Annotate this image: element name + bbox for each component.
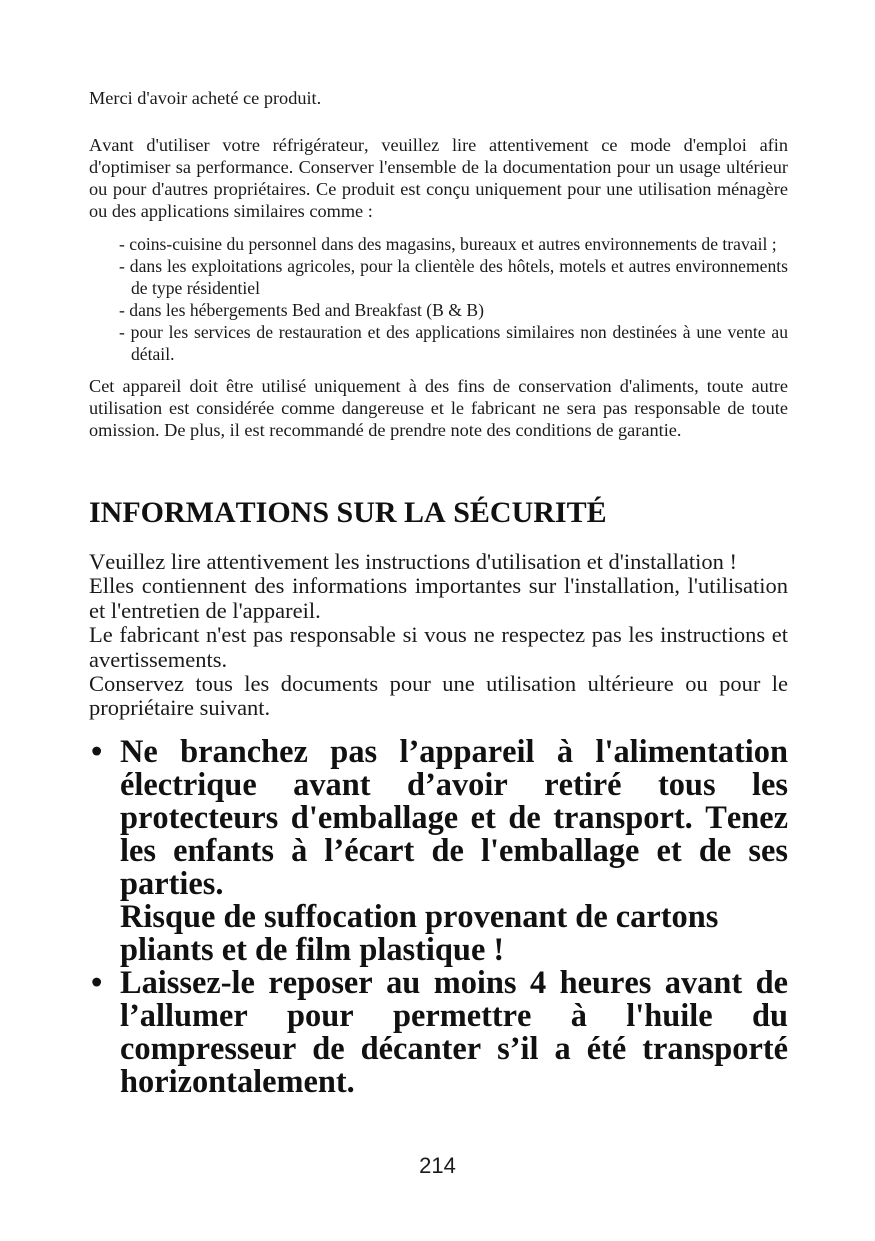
usage-paragraph: Avant d'utiliser votre réfrigérateur, veuillez lire attentivement ce mode d'emploi afin d'optimiser sa performance. Conserver l'ensemble de la documentation pour un usage ultérieur ou pour d'autres propriétaires. Ce produit est conçu uniquement pour une utilisation ménagère ou des applications similaires comme : — [89, 135, 788, 221]
usage-list — [89, 233, 788, 365]
usage-list-item — [89, 299, 788, 321]
usage-list-item-text: dans les exploitations agricoles, pour la clientèle des hôtels, motels et autres environnements de type résidentiel — [129, 256, 788, 298]
bullet-marker: • — [91, 733, 103, 770]
warning-paragraph: Cet appareil doit être utilisé uniquement à des fins de conservation d'aliments, toute autre utilisation est considérée comme dangereuse et le fabricant ne sera pas responsable de toute omission. De plus, il est recommandé de prendre note des conditions de garantie. — [89, 376, 788, 440]
dash-marker: - — [119, 256, 125, 276]
bullet-item — [89, 733, 788, 968]
page-number: 214 — [419, 1153, 456, 1178]
dash-marker: - — [119, 234, 125, 254]
intro-paragraph: Merci d'avoir acheté ce produit. — [89, 88, 322, 108]
safety-paragraph: Veuillez lire attentivement les instructions d'utilisation et d'installation ! — [89, 549, 737, 574]
bullet-main-text: Laissez-le reposer au moins 4 heures avant de l’allumer pour permettre à l'huile du compresseur de décanter s’il a été transporté horizontalement. — [120, 964, 788, 1100]
page-content — [89, 87, 788, 1099]
safety-bullet-list — [89, 733, 788, 1100]
bullet-marker: • — [91, 964, 103, 1001]
usage-list-item-text: pour les services de restauration et des applications similaires non destinées à une vente au détail. — [130, 322, 788, 364]
bullet-main-text: Ne branchez pas l’appareil à l'alimentation électrique avant d’avoir retiré tous les protecteurs d'emballage et de transport. Tenez les enfants à l’écart de l'emballage et de ses parties. — [120, 733, 788, 902]
dash-marker: - — [119, 300, 125, 320]
dash-marker: - — [119, 322, 125, 342]
usage-list-item — [89, 321, 788, 365]
usage-list-item-text: coins-cuisine du personnel dans des magasins, bureaux et autres environnements de travail ; — [129, 234, 777, 254]
bullet-note-text: Risque de suffocation provenant de cartons pliants et de film plastique ! — [120, 898, 719, 968]
security-heading: INFORMATIONS SUR LA SÉCURITÉ — [89, 496, 607, 529]
safety-paragraph: Le fabricant n'est pas responsable si vous ne respectez pas les instructions et avertissements. — [89, 622, 788, 672]
usage-list-item — [89, 233, 788, 255]
usage-list-item — [89, 255, 788, 299]
safety-paragraph: Elles contiennent des informations importantes sur l'installation, l'utilisation et l'entretien de l'appareil. — [89, 573, 788, 623]
bullet-item — [89, 964, 788, 1100]
safety-paragraph: Conservez tous les documents pour une utilisation ultérieure ou pour le propriétaire suivant. — [89, 671, 788, 721]
usage-list-item-text: dans les hébergements Bed and Breakfast (B & B) — [129, 300, 484, 320]
safety-intro — [89, 550, 788, 721]
